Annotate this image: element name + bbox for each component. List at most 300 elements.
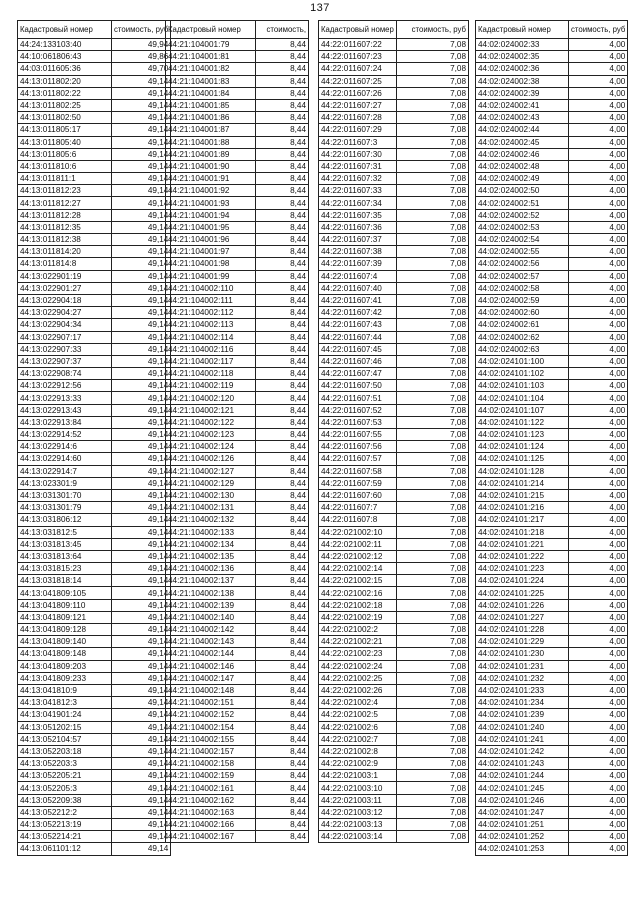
cost-cell: 49,14 — [112, 514, 171, 526]
cost-cell: 8,44 — [256, 221, 309, 233]
cost-cell: 8,44 — [256, 234, 309, 246]
cadastral-number-cell: 44:21:104001:86 — [166, 112, 256, 124]
cadastral-number-cell: 44:22:011607:58 — [319, 465, 397, 477]
cost-cell: 49,70 — [112, 63, 171, 75]
cadastral-table-3 — [318, 20, 469, 843]
cost-cell: 4,00 — [569, 843, 628, 855]
table-row — [476, 63, 628, 75]
cost-cell: 4,00 — [569, 75, 628, 87]
table-row — [166, 429, 309, 441]
table-row — [18, 453, 171, 465]
table-row — [18, 185, 171, 197]
table-row — [166, 721, 309, 733]
cadastral-number-cell: 44:22:021002:9 — [319, 758, 397, 770]
table-row — [319, 660, 469, 672]
table-row — [166, 489, 309, 501]
cadastral-number-cell: 44:13:031813:64 — [18, 550, 112, 562]
table-row — [166, 416, 309, 428]
table-row — [476, 39, 628, 51]
cost-cell: 49,14 — [112, 99, 171, 111]
table-row — [166, 368, 309, 380]
cadastral-number-cell: 44:22:021002:4 — [319, 697, 397, 709]
cost-cell: 8,44 — [256, 331, 309, 343]
cost-cell: 4,00 — [569, 39, 628, 51]
table-row — [476, 709, 628, 721]
table-row — [166, 526, 309, 538]
cost-cell: 8,44 — [256, 758, 309, 770]
cost-cell: 49,14 — [112, 636, 171, 648]
table-row — [166, 148, 309, 160]
table-row — [319, 636, 469, 648]
cost-cell: 8,44 — [256, 575, 309, 587]
cost-cell: 4,00 — [569, 660, 628, 672]
cost-cell: 7,08 — [397, 575, 469, 587]
cost-cell: 8,44 — [256, 538, 309, 550]
cost-cell: 49,14 — [112, 697, 171, 709]
table-row — [166, 319, 309, 331]
cadastral-number-cell: 44:21:104001:96 — [166, 234, 256, 246]
table-row — [319, 550, 469, 562]
table-row — [18, 416, 171, 428]
cadastral-number-cell: 44:22:011607:37 — [319, 234, 397, 246]
table-row — [319, 709, 469, 721]
table-row — [476, 380, 628, 392]
cost-cell: 49,14 — [112, 538, 171, 550]
table-row — [476, 368, 628, 380]
cost-cell: 7,08 — [397, 331, 469, 343]
cost-cell: 4,00 — [569, 636, 628, 648]
cadastral-number-cell: 44:13:011810:6 — [18, 160, 112, 172]
cost-cell: 4,00 — [569, 831, 628, 843]
table-row — [166, 355, 309, 367]
cadastral-number-cell: 44:13:022904:27 — [18, 307, 112, 319]
table-row — [319, 819, 469, 831]
table-row — [476, 636, 628, 648]
cost-cell: 49,14 — [112, 819, 171, 831]
cadastral-number-cell: 44:02:024101:240 — [476, 721, 569, 733]
cadastral-number-cell: 44:13:022912:56 — [18, 380, 112, 392]
cost-cell: 7,08 — [397, 87, 469, 99]
table-row — [18, 429, 171, 441]
table-row — [319, 355, 469, 367]
cost-cell: 8,44 — [256, 416, 309, 428]
cadastral-number-cell: 44:13:041901:24 — [18, 709, 112, 721]
cadastral-number-cell: 44:21:104002:146 — [166, 660, 256, 672]
cadastral-number-cell: 44:13:041809:140 — [18, 636, 112, 648]
cost-cell: 7,08 — [397, 794, 469, 806]
cadastral-number-cell: 44:21:104002:127 — [166, 465, 256, 477]
cost-cell: 7,08 — [397, 526, 469, 538]
cost-cell: 4,00 — [569, 782, 628, 794]
cost-cell: 7,08 — [397, 185, 469, 197]
cadastral-number-cell: 44:02:024002:61 — [476, 319, 569, 331]
cost-cell: 49,14 — [112, 234, 171, 246]
cost-cell: 49,14 — [112, 563, 171, 575]
cost-cell: 8,44 — [256, 197, 309, 209]
table-row — [166, 575, 309, 587]
cost-cell: 7,08 — [397, 258, 469, 270]
cadastral-number-cell: 44:13:052203:18 — [18, 745, 112, 757]
table-row — [166, 611, 309, 623]
cost-cell: 49,14 — [112, 343, 171, 355]
table-row — [319, 234, 469, 246]
cost-cell: 8,44 — [256, 648, 309, 660]
cost-cell: 7,08 — [397, 368, 469, 380]
header-cost: стоимость, руб — [112, 21, 171, 39]
cadastral-number-cell: 44:13:022901:19 — [18, 270, 112, 282]
header-cost: стоимость, руб — [397, 21, 469, 39]
table-row — [166, 733, 309, 745]
cost-cell: 4,00 — [569, 112, 628, 124]
cadastral-number-cell: 44:02:024101:246 — [476, 794, 569, 806]
cadastral-number-cell: 44:22:021003:10 — [319, 782, 397, 794]
table-row — [476, 270, 628, 282]
cadastral-number-cell: 44:21:104002:140 — [166, 611, 256, 623]
table-row — [166, 63, 309, 75]
cost-cell: 4,00 — [569, 794, 628, 806]
cadastral-number-cell: 44:02:024101:225 — [476, 587, 569, 599]
cadastral-number-cell: 44:13:022901:27 — [18, 282, 112, 294]
table-row — [319, 502, 469, 514]
cost-cell: 49,14 — [112, 392, 171, 404]
cost-cell: 7,08 — [397, 270, 469, 282]
table-row — [476, 489, 628, 501]
table-row — [166, 648, 309, 660]
cost-cell: 7,08 — [397, 319, 469, 331]
cost-cell: 7,08 — [397, 514, 469, 526]
table-row — [319, 611, 469, 623]
cost-cell: 7,08 — [397, 124, 469, 136]
table-row — [476, 819, 628, 831]
cadastral-number-cell: 44:21:104002:133 — [166, 526, 256, 538]
cadastral-number-cell: 44:13:041810:9 — [18, 684, 112, 696]
cadastral-number-cell: 44:21:104002:116 — [166, 343, 256, 355]
cost-cell: 49,14 — [112, 112, 171, 124]
cost-cell: 49,14 — [112, 758, 171, 770]
cadastral-number-cell: 44:02:024002:49 — [476, 173, 569, 185]
header-cadastral-number: Кадастровый номер — [18, 21, 112, 39]
cadastral-number-cell: 44:02:024002:50 — [476, 185, 569, 197]
cost-cell: 4,00 — [569, 331, 628, 343]
cadastral-number-cell: 44:21:104002:136 — [166, 563, 256, 575]
cost-cell: 4,00 — [569, 575, 628, 587]
cost-cell: 4,00 — [569, 745, 628, 757]
cost-cell: 8,44 — [256, 502, 309, 514]
cadastral-number-cell: 44:02:024101:221 — [476, 538, 569, 550]
cadastral-number-cell: 44:21:104001:89 — [166, 148, 256, 160]
table-row — [319, 124, 469, 136]
cadastral-number-cell: 44:22:021002:10 — [319, 526, 397, 538]
table-row — [476, 124, 628, 136]
cost-cell: 49,86 — [112, 51, 171, 63]
cost-cell: 4,00 — [569, 209, 628, 221]
cadastral-number-cell: 44:13:022913:43 — [18, 404, 112, 416]
cost-cell: 8,44 — [256, 136, 309, 148]
cost-cell: 8,44 — [256, 307, 309, 319]
cadastral-number-cell: 44:02:024101:102 — [476, 368, 569, 380]
table-row — [319, 51, 469, 63]
table-row — [18, 343, 171, 355]
cost-cell: 49,14 — [112, 770, 171, 782]
table-row — [476, 782, 628, 794]
cadastral-number-cell: 44:02:024002:41 — [476, 99, 569, 111]
table-row — [18, 611, 171, 623]
cost-cell: 4,00 — [569, 697, 628, 709]
cost-cell: 49,14 — [112, 611, 171, 623]
table-row — [18, 624, 171, 636]
table-row — [476, 660, 628, 672]
cadastral-number-cell: 44:21:104002:162 — [166, 794, 256, 806]
cadastral-number-cell: 44:02:024101:233 — [476, 684, 569, 696]
cost-cell: 7,08 — [397, 392, 469, 404]
cadastral-number-cell: 44:02:024101:229 — [476, 636, 569, 648]
table-row — [476, 831, 628, 843]
cost-cell: 49,14 — [112, 197, 171, 209]
table-row — [166, 185, 309, 197]
cadastral-number-cell: 44:02:024101:244 — [476, 770, 569, 782]
cadastral-number-cell: 44:02:024101:214 — [476, 477, 569, 489]
table-header-row — [319, 21, 469, 39]
cadastral-number-cell: 44:22:011607:29 — [319, 124, 397, 136]
cost-cell: 49,14 — [112, 307, 171, 319]
cadastral-number-cell: 44:13:022913:33 — [18, 392, 112, 404]
table-row — [319, 624, 469, 636]
cadastral-number-cell: 44:13:023301:9 — [18, 477, 112, 489]
cost-cell: 49,14 — [112, 404, 171, 416]
cost-cell: 8,44 — [256, 368, 309, 380]
cost-cell: 49,14 — [112, 794, 171, 806]
table-row — [319, 282, 469, 294]
table-row — [319, 75, 469, 87]
table-row — [476, 234, 628, 246]
cadastral-number-cell: 44:22:011607:33 — [319, 185, 397, 197]
cadastral-number-cell: 44:24:133103:40 — [18, 39, 112, 51]
cost-cell: 4,00 — [569, 404, 628, 416]
table-row — [476, 51, 628, 63]
cadastral-number-cell: 44:13:061101:12 — [18, 843, 112, 855]
table-row — [476, 99, 628, 111]
table-row — [319, 697, 469, 709]
table-row — [166, 514, 309, 526]
table-row — [319, 392, 469, 404]
cost-cell: 49,14 — [112, 368, 171, 380]
table-row — [18, 368, 171, 380]
cost-cell: 49,14 — [112, 745, 171, 757]
table-row — [319, 758, 469, 770]
table-row — [476, 282, 628, 294]
cost-cell: 49,14 — [112, 294, 171, 306]
table-row — [18, 660, 171, 672]
cost-cell: 7,08 — [397, 636, 469, 648]
cost-cell: 8,44 — [256, 63, 309, 75]
cadastral-number-cell: 44:13:022907:33 — [18, 343, 112, 355]
table-row — [319, 343, 469, 355]
cadastral-number-cell: 44:22:011607:32 — [319, 173, 397, 185]
cost-cell: 4,00 — [569, 221, 628, 233]
table-row — [166, 136, 309, 148]
cost-cell: 49,14 — [112, 502, 171, 514]
cadastral-number-cell: 44:13:011805:17 — [18, 124, 112, 136]
cadastral-number-cell: 44:21:104001:92 — [166, 185, 256, 197]
cadastral-number-cell: 44:21:104002:148 — [166, 684, 256, 696]
table-row — [18, 404, 171, 416]
cadastral-number-cell: 44:13:011814:8 — [18, 258, 112, 270]
table-row — [166, 806, 309, 818]
table-row — [18, 636, 171, 648]
cost-cell: 7,08 — [397, 745, 469, 757]
cadastral-number-cell: 44:13:011812:35 — [18, 221, 112, 233]
cost-cell: 49,14 — [112, 148, 171, 160]
cadastral-number-cell: 44:22:021002:6 — [319, 721, 397, 733]
table-row — [319, 136, 469, 148]
cost-cell: 4,00 — [569, 136, 628, 148]
cadastral-number-cell: 44:21:104002:159 — [166, 770, 256, 782]
table-row — [166, 477, 309, 489]
cost-cell: 4,00 — [569, 624, 628, 636]
cadastral-number-cell: 44:13:011802:22 — [18, 87, 112, 99]
table-row — [18, 234, 171, 246]
cost-cell: 49,14 — [112, 575, 171, 587]
cadastral-number-cell: 44:02:024002:55 — [476, 246, 569, 258]
cadastral-number-cell: 44:22:021002:16 — [319, 587, 397, 599]
table-row — [18, 75, 171, 87]
cadastral-number-cell: 44:13:041809:121 — [18, 611, 112, 623]
table-row — [476, 806, 628, 818]
cost-cell: 4,00 — [569, 160, 628, 172]
cost-cell: 4,00 — [569, 63, 628, 75]
cadastral-number-cell: 44:21:104002:142 — [166, 624, 256, 636]
table-row — [319, 806, 469, 818]
cadastral-number-cell: 44:02:024002:52 — [476, 209, 569, 221]
table-row — [319, 453, 469, 465]
cadastral-number-cell: 44:13:031301:79 — [18, 502, 112, 514]
table-header-row — [476, 21, 628, 39]
table-row — [166, 697, 309, 709]
table-row — [166, 380, 309, 392]
cost-cell: 49,14 — [112, 709, 171, 721]
cadastral-number-cell: 44:22:011607:7 — [319, 502, 397, 514]
table-row — [18, 672, 171, 684]
cadastral-number-cell: 44:13:011814:20 — [18, 246, 112, 258]
cadastral-number-cell: 44:02:024002:36 — [476, 63, 569, 75]
cost-cell: 4,00 — [569, 282, 628, 294]
table-row — [166, 758, 309, 770]
table-row — [476, 575, 628, 587]
cost-cell: 8,44 — [256, 124, 309, 136]
cadastral-number-cell: 44:22:021002:14 — [319, 563, 397, 575]
table-row — [476, 526, 628, 538]
cost-cell: 8,44 — [256, 160, 309, 172]
cadastral-number-cell: 44:02:024101:239 — [476, 709, 569, 721]
table-row — [166, 550, 309, 562]
cost-cell: 4,00 — [569, 721, 628, 733]
table-row — [166, 502, 309, 514]
cadastral-number-cell: 44:22:011607:35 — [319, 209, 397, 221]
cost-cell: 8,44 — [256, 441, 309, 453]
cadastral-number-cell: 44:21:104002:138 — [166, 587, 256, 599]
cadastral-number-cell: 44:13:011812:38 — [18, 234, 112, 246]
cost-cell: 8,44 — [256, 733, 309, 745]
table-row — [166, 624, 309, 636]
cadastral-number-cell: 44:02:024101:245 — [476, 782, 569, 794]
cost-cell: 4,00 — [569, 502, 628, 514]
cost-cell: 7,08 — [397, 770, 469, 782]
cost-cell: 7,08 — [397, 429, 469, 441]
cadastral-number-cell: 44:22:021002:8 — [319, 745, 397, 757]
table-row — [18, 563, 171, 575]
table-row — [18, 745, 171, 757]
cost-cell: 7,08 — [397, 684, 469, 696]
cost-cell: 8,44 — [256, 477, 309, 489]
table-row — [166, 294, 309, 306]
cadastral-number-cell: 44:02:024101:227 — [476, 611, 569, 623]
cadastral-number-cell: 44:22:011607:28 — [319, 112, 397, 124]
table-row — [476, 209, 628, 221]
table-row — [166, 392, 309, 404]
cadastral-number-cell: 44:02:024101:247 — [476, 806, 569, 818]
table-row — [18, 392, 171, 404]
header-cost: стоимость, руб — [569, 21, 628, 39]
cost-cell: 7,08 — [397, 502, 469, 514]
cadastral-number-cell: 44:21:104001:98 — [166, 258, 256, 270]
cost-cell: 4,00 — [569, 611, 628, 623]
cost-cell: 4,00 — [569, 441, 628, 453]
cost-cell: 7,08 — [397, 221, 469, 233]
cost-cell: 49,14 — [112, 660, 171, 672]
table-row — [166, 794, 309, 806]
cost-cell: 8,44 — [256, 343, 309, 355]
table-row — [476, 794, 628, 806]
cadastral-number-cell: 44:02:024101:128 — [476, 465, 569, 477]
cost-cell: 8,44 — [256, 587, 309, 599]
cadastral-number-cell: 44:22:011607:36 — [319, 221, 397, 233]
cadastral-number-cell: 44:02:024101:251 — [476, 819, 569, 831]
table-row — [476, 404, 628, 416]
cost-cell: 4,00 — [569, 465, 628, 477]
table-row — [476, 343, 628, 355]
cadastral-number-cell: 44:21:104001:83 — [166, 75, 256, 87]
table-row — [18, 587, 171, 599]
table-row — [476, 770, 628, 782]
cadastral-number-cell: 44:13:031813:45 — [18, 538, 112, 550]
table-row — [166, 587, 309, 599]
cost-cell: 8,44 — [256, 550, 309, 562]
table-row — [476, 429, 628, 441]
cadastral-number-cell: 44:13:011802:25 — [18, 99, 112, 111]
table-row — [476, 416, 628, 428]
table-row — [18, 51, 171, 63]
cost-cell: 7,08 — [397, 136, 469, 148]
cost-cell: 8,44 — [256, 112, 309, 124]
cadastral-number-cell: 44:21:104002:131 — [166, 502, 256, 514]
cost-cell: 8,44 — [256, 246, 309, 258]
cost-cell: 49,14 — [112, 721, 171, 733]
cadastral-number-cell: 44:21:104001:94 — [166, 209, 256, 221]
cadastral-number-cell: 44:21:104001:97 — [166, 246, 256, 258]
cadastral-number-cell: 44:21:104002:157 — [166, 745, 256, 757]
table-row — [476, 587, 628, 599]
cadastral-number-cell: 44:13:011812:27 — [18, 197, 112, 209]
cadastral-number-cell: 44:13:022907:37 — [18, 355, 112, 367]
cost-cell: 8,44 — [256, 831, 309, 843]
table-row — [18, 148, 171, 160]
cost-cell: 8,44 — [256, 99, 309, 111]
table-row — [18, 221, 171, 233]
cost-cell: 4,00 — [569, 489, 628, 501]
table-row — [476, 550, 628, 562]
table-row — [476, 185, 628, 197]
table-row — [476, 733, 628, 745]
